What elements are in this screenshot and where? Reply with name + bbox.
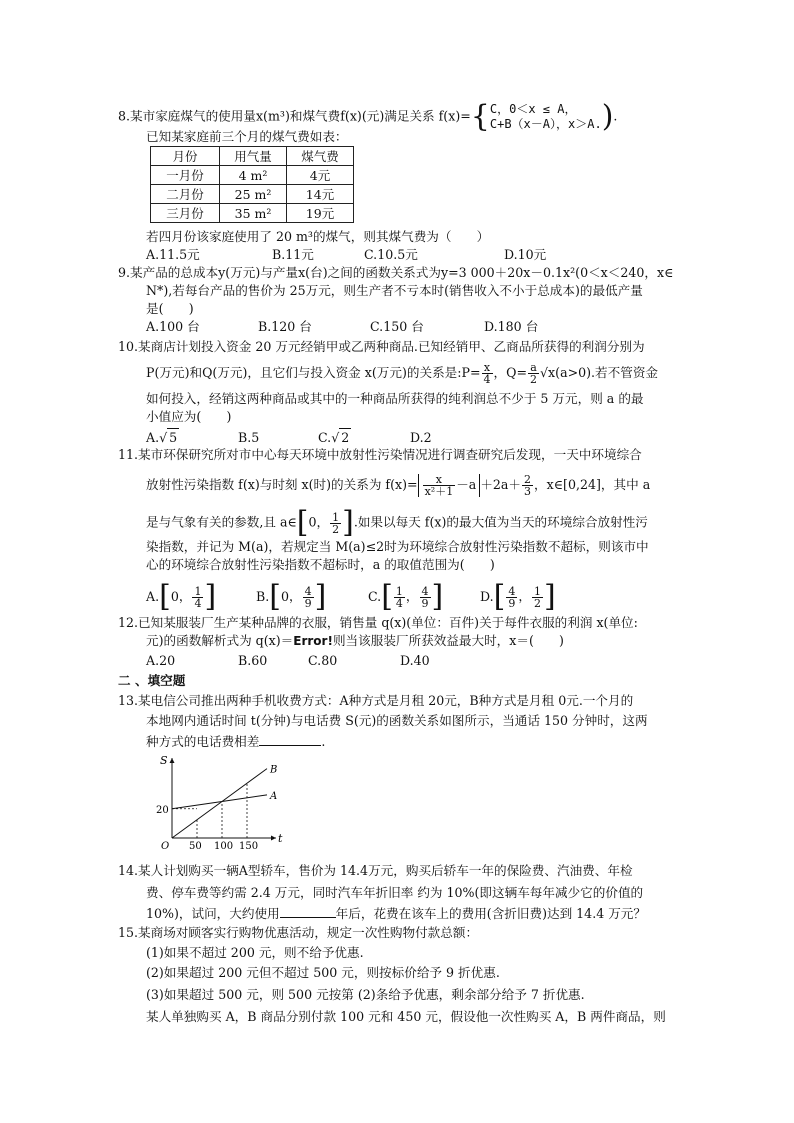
q14-line3: 10%)，试问，大约使用 年后，花费在该车上的费用(含折旧费)达到 14.4 万元？ xyxy=(146,906,646,921)
q10-line2: P(万元)和Q(万元)，且它们与投入资金 x(万元)的关系是:P= $\frac{x}{4}$ ，Q= $\frac{a}{2}$ √x(a>0).若不管资金 xyxy=(146,361,659,386)
option-b[interactable]: B.120 台 xyxy=(258,319,312,334)
option-a[interactable]: A.11.5元 xyxy=(146,247,200,262)
table-row: 二月份 25 m² 14元 xyxy=(151,185,354,204)
q9-line2: N*),若每台产品的售价为 25万元，则生产者不亏本时(销售收入不小于总成本)的最低产量 xyxy=(146,283,643,298)
q10-line3: 如何投入，经销这两种商品或其中的一种商品所获得的纯利润总不少于 5 万元，则 a 的最 xyxy=(146,391,644,406)
q13-line2: 本地网内通话时间 t(分钟)与电话费 S(元)的函数关系如图所示，当通话 150 分钟时，这两 xyxy=(146,713,648,728)
y-tick-label: 20 xyxy=(156,804,169,816)
q10-line1: 10.某商店计划投入资金 20 万元经销甲或乙两种商品.已知经销甲、乙商品所获得的利润分别为 xyxy=(118,339,645,354)
table-row: 一月份 4 m² 4元 xyxy=(151,166,354,185)
option-d[interactable]: D.2 xyxy=(410,430,432,445)
absolute-value: $\frac{x}{\text{x²＋1}}$ －a xyxy=(418,474,481,497)
section-heading: 二 、填空题 xyxy=(118,673,186,688)
q14-line1: 14.某人计划购买一辆A型轿车，售价为 14.4万元，购买后轿车一年的保险费、汽油费、年检 xyxy=(118,863,633,878)
answer-blank[interactable] xyxy=(259,732,321,746)
x-tick-label: 50 xyxy=(189,841,202,852)
q12-line1: 12.已知某服装厂生产某种品牌的衣服，销售量 q(x)(单位：百件)关于每件衣服的利润 x(单位: xyxy=(118,615,638,630)
option-b[interactable]: B.11元 xyxy=(272,247,314,262)
q10-options xyxy=(146,428,432,447)
q15-item-2: (2)如果超过 200 元但不超过 500 元，则按标价给予 9 折优惠. xyxy=(146,965,500,980)
q11-line3: 是与气象有关的参数,且 a∈[0， $\frac{1}{2}$ ].如果以每天 f(x)的最大值为当天的环境综合放射性污 xyxy=(146,505,648,540)
q8-intro: 已知某家庭前三个月的煤气费如表： xyxy=(146,129,348,144)
gas-fee-table xyxy=(150,146,354,223)
q15-line5: 某人单独购买 A，B 商品分别付款 100 元和 450 元，假设他一次性购买 A，B 两件商品，则 xyxy=(146,1009,666,1024)
series-label-B: B xyxy=(270,764,278,776)
q9-line3: 是( ) xyxy=(146,301,194,316)
x-tick-label: 100 xyxy=(214,841,234,852)
option-c[interactable]: C.10.5元 xyxy=(364,247,418,262)
q8-stem: 8.某市家庭煤气的使用量x(m³)和煤气费f(x)(元)满足关系 f(x)={ C，0＜x ≤ A， C+B（x－A），x＞A. ). xyxy=(118,99,618,134)
option-b[interactable]: B.[0， $\frac{4}{9}$ ] xyxy=(256,579,327,614)
q15-item-3: (3)如果超过 500 元，则 500 元按第 (2)条给予优惠，剩余部分给予 7 折优惠. xyxy=(146,987,585,1002)
q11-line5: 心的环境综合放射性污染指数不超标时，a 的取值范围为( ) xyxy=(146,557,495,572)
option-d[interactable]: D.40 xyxy=(400,653,430,668)
fraction-a-over-2: $\frac{a}{2}$ xyxy=(530,361,538,386)
option-a[interactable]: A.[0， $\frac{1}{4}$ ] xyxy=(146,579,217,614)
q15-line1: 15.某商场对顾客实行购物优惠活动，规定一次性购物付款总额： xyxy=(118,925,479,940)
option-a[interactable]: A.20 xyxy=(146,653,176,668)
option-c[interactable]: C.√ 2 xyxy=(318,430,350,445)
y-axis-arrow xyxy=(170,758,175,763)
fraction-x-over-4: $\frac{x}{4}$ xyxy=(483,361,491,386)
option-c[interactable]: C.150 台 xyxy=(370,319,424,334)
q8-options xyxy=(146,246,546,264)
answer-blank[interactable] xyxy=(280,904,336,918)
series-label-A: A xyxy=(270,790,278,802)
origin-label: O xyxy=(161,841,170,852)
q8-question: 若四月份该家庭使用了 20 m³的煤气，则其煤气费为（ ） xyxy=(146,229,490,244)
q12-line2: 元)的函数解析式为 q(x)＝Error!则当该服装厂所获效益最大时，x＝( ) xyxy=(146,633,564,648)
x-tick-label: 150 xyxy=(239,841,259,852)
series-line-A xyxy=(172,795,267,809)
phone-fee-chart xyxy=(150,754,283,856)
q8-piecewise: C，0＜x ≤ A， C+B（x－A），x＞A. xyxy=(489,102,602,131)
option-c[interactable]: C.[ $\frac{1}{4}$ ， $\frac{4}{9}$ ] xyxy=(368,579,444,614)
q15-item-1: (1)如果不超过 200 元，则不给予优惠. xyxy=(146,945,364,960)
option-b[interactable]: B.60 xyxy=(238,653,268,668)
q13-line3: 种方式的电话费相差 . xyxy=(146,734,326,749)
q11-line2: 放射性污染指数 f(x)与时刻 x(时)的关系为 f(x)= $\frac{x}{\text{x²＋1}}$ －a ＋2a＋ $\frac{2}{3}$ ，x∈[0,24]，其中 a xyxy=(146,473,651,498)
x-axis-arrow xyxy=(271,836,276,841)
q11-line4: 染指数，并记为 M(a)，若规定当 M(a)≤2时为环境综合放射性污染指数不超标，则该市中 xyxy=(146,539,649,554)
option-d[interactable]: D.[ $\frac{4}{9}$ ， $\frac{1}{2}$ ] xyxy=(480,579,556,614)
error-placeholder: Error! xyxy=(293,634,333,648)
series-line-B xyxy=(172,769,267,838)
q12-options xyxy=(146,652,430,670)
q14-line2: 费、停车费等约需 2.4 万元，同时汽车年折旧率 约为 10%(即这辆车每年减少它的价值的 xyxy=(146,885,644,900)
q11-line1: 11.某市环保研究所对市中心每天环境中放射性污染情况进行调查研究后发现，一天中环境综合 xyxy=(118,447,642,462)
option-c[interactable]: C.80 xyxy=(308,653,338,668)
q10-line4: 小值应为( ) xyxy=(146,409,232,424)
table-row: 三月份 35 m² 19元 xyxy=(151,204,354,223)
option-d[interactable]: D.180 台 xyxy=(484,319,539,334)
option-d[interactable]: D.10元 xyxy=(504,247,547,262)
option-b[interactable]: B.5 xyxy=(238,430,260,445)
y-axis-label: S xyxy=(160,754,168,767)
q13-line1: 13.某电信公司推出两种手机收费方式：A种方式是月租 20元，B种方式是月租 0元.一个月的 xyxy=(118,693,634,708)
x-axis-label: t xyxy=(278,832,283,845)
option-a[interactable]: A.√ 5 xyxy=(146,430,178,445)
q9-options xyxy=(146,318,538,336)
q11-options xyxy=(146,579,556,614)
q9-line1: 9.某产品的总成本y(万元)与产量x(台)之间的函数关系式为y=3 000＋20x－0.1x²(0＜x＜240，x∈ xyxy=(118,265,674,280)
option-a[interactable]: A.100 台 xyxy=(146,319,200,334)
table-header-row: 月份 用气量 煤气费 xyxy=(151,147,354,166)
